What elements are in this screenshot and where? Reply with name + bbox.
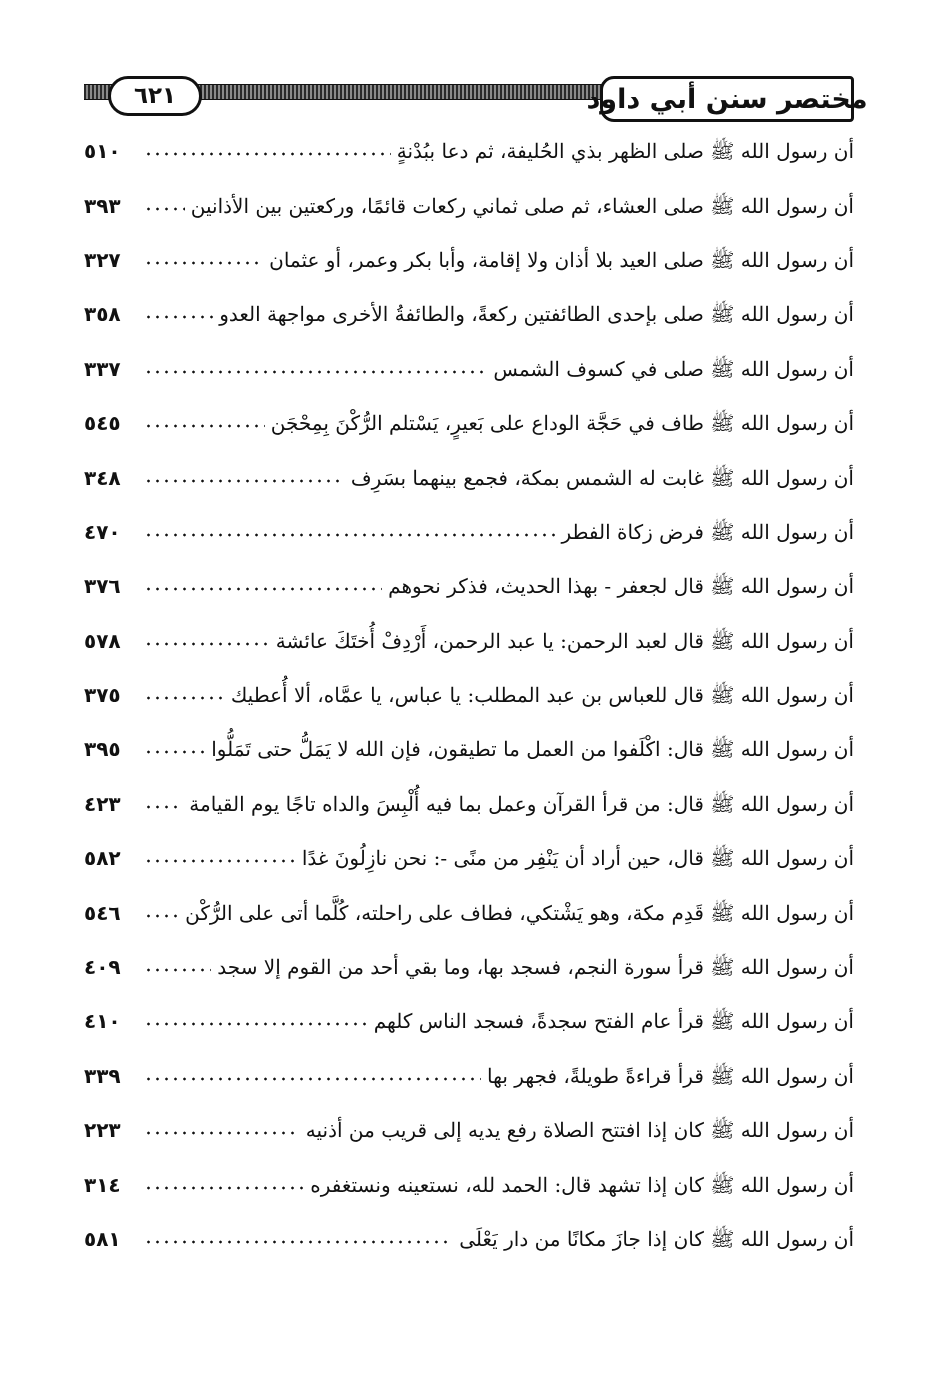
entry-page-number: ٣٧٦: [84, 574, 121, 599]
dot-leader: [144, 968, 211, 972]
dot-leader: [144, 1186, 304, 1190]
book-title-box: [586, 76, 868, 122]
entry-page-number: ٥٤٦: [84, 900, 121, 925]
dot-leader: [144, 424, 265, 428]
dot-leader: [144, 479, 345, 483]
index-entry: [84, 885, 854, 939]
entry-text: أن رسول الله ﷺ قال: اكْلَفوا من العمل ما تطيقون، فإن الله لا يَمَلُّ حتى تَمَلُّوا: [211, 737, 854, 762]
entry-page-number: ٥٧٨: [84, 628, 121, 653]
index-entry: [84, 342, 854, 396]
index-entry: [84, 1049, 854, 1103]
entry-text: أن رسول الله ﷺ قال للعباس بن عبد المطلب: يا عباس، يا عمَّاه، ألا أُعطيك: [230, 683, 854, 708]
index-entry: [84, 178, 854, 232]
entry-page-number: ٢٢٣: [84, 1118, 121, 1143]
index-entry: [84, 450, 854, 504]
entry-page-number: ٣٩٥: [84, 737, 121, 762]
entry-page-number: ٥٨١: [84, 1227, 121, 1251]
page-number: ٦٢١: [133, 83, 177, 109]
entry-page-number: ٤٠٩: [84, 955, 121, 980]
index-entry: [84, 994, 854, 1048]
index-entry: [84, 559, 854, 613]
page-header: [84, 74, 868, 122]
entry-text: أن رسول الله ﷺ كان إذا تشهد قال: الحمد لله، نستعينه ونستغفره: [310, 1172, 854, 1197]
entry-text: أن رسول الله ﷺ صلى العشاء، ثم صلى ثماني ركعات قائمًا، وركعتين بين الأذانين: [190, 193, 854, 218]
entry-text: أن رسول الله ﷺ قال: من قرأ القرآن وعمل بما فيه أُلْبِسَ والداه تاجًا يوم القيامة: [189, 791, 854, 816]
entry-text: أن رسول الله ﷺ صلى الظهر بذي الحُليفة، ثم دعا ببُدْنةٍ: [396, 139, 854, 164]
entry-text: أن رسول الله ﷺ صلى العيد بلا أذان ولا إقامة، وأبا بكر وعمر، أو عثمان: [269, 247, 854, 272]
index-entry: [84, 1212, 854, 1266]
entry-page-number: ٤١٠: [84, 1009, 121, 1034]
index-entry: [84, 722, 854, 776]
entry-page-number: ٣٧٥: [84, 683, 121, 708]
entry-text: أن رسول الله ﷺ قال لجعفر - بهذا الحديث، فذكر نحوهم: [388, 574, 854, 599]
entry-page-number: ٣١٤: [84, 1172, 121, 1197]
index-entry: [84, 831, 854, 885]
entry-text: أن رسول الله ﷺ صلى بإحدى الطائفتين ركعةً، والطائفةُ الأخرى مواجهة العدو: [219, 302, 854, 327]
dot-leader: [144, 370, 487, 374]
dot-leader: [144, 805, 183, 809]
index-entry: [84, 505, 854, 559]
dot-leader: [144, 859, 296, 863]
entry-page-number: ٥٨٢: [84, 846, 121, 871]
dot-leader: [144, 750, 205, 754]
dot-leader: [144, 914, 179, 918]
hadith-index-list: [84, 124, 854, 1266]
dot-leader: [144, 1131, 300, 1135]
dot-leader: [144, 207, 185, 211]
entry-text: أن رسول الله ﷺ قال لعبد الرحمن: يا عبد الرحمن، أَرْدِفْ أُختَكَ عائشة: [275, 628, 854, 653]
entry-text: أن رسول الله ﷺ قال، حين أراد أن يَنْفِر من منًى -: نحن نازِلُونَ غدًا: [301, 846, 854, 871]
index-entry: [84, 396, 854, 450]
dot-leader: [144, 1077, 481, 1081]
book-title: مختصر سنن أبي داود: [586, 83, 868, 115]
entry-page-number: ٥١٠: [84, 139, 121, 164]
entry-page-number: ٣٩٣: [84, 193, 121, 218]
dot-leader: [144, 642, 270, 646]
entry-text: أن رسول الله ﷺ كان إذا افتتح الصلاة رفع يديه إلى قريب من أذنيه: [305, 1118, 854, 1143]
index-entry: [84, 1103, 854, 1157]
entry-text: أن رسول الله ﷺ صلى في كسوف الشمس: [493, 356, 854, 381]
index-entry: [84, 940, 854, 994]
entry-text: أن رسول الله ﷺ قرأ قراءةً طويلةً، فجهر بها: [487, 1063, 854, 1088]
index-entry: [84, 777, 854, 831]
entry-page-number: ٣٣٧: [84, 356, 121, 381]
dot-leader: [144, 152, 391, 156]
index-entry: [84, 614, 854, 668]
entry-text: أن رسول الله ﷺ كان إذا جازَ مكانًا من دار يَعْلَى: [459, 1227, 854, 1251]
entry-page-number: ٥٤٥: [84, 411, 121, 436]
entry-page-number: ٣٢٧: [84, 247, 121, 272]
entry-page-number: ٤٢٣: [84, 791, 121, 816]
entry-page-number: ٣٣٩: [84, 1063, 121, 1088]
entry-text: أن رسول الله ﷺ قرأ عام الفتح سجدةً، فسجد الناس كلهم: [373, 1009, 854, 1034]
entry-text: أن رسول الله ﷺ غابت له الشمس بمكة، فجمع بينهما بسَرِف: [350, 465, 854, 490]
entry-text: أن رسول الله ﷺ طاف في حَجَّة الوداع على بَعيرٍ، يَسْتلم الرُّكْنَ بِمِحْجَن: [270, 411, 854, 436]
dot-leader: [144, 533, 555, 537]
index-entry: [84, 124, 854, 178]
entry-page-number: ٤٧٠: [84, 519, 121, 544]
index-entry: [84, 287, 854, 341]
index-entry: [84, 233, 854, 287]
entry-text: أن رسول الله ﷺ فرض زكاة الفطر: [561, 519, 854, 544]
dot-leader: [144, 1022, 368, 1026]
dot-leader: [144, 587, 382, 591]
index-entry: [84, 668, 854, 722]
page-number-box: [108, 76, 202, 116]
entry-text: أن رسول الله ﷺ قرأ سورة النجم، فسجد بها، وما بقي أحد من القوم إلا سجد: [217, 955, 854, 980]
dot-leader: [144, 315, 213, 319]
entry-text: أن رسول الله ﷺ قَدِم مكة، وهو يَشْتكي، فطاف على راحلته، كُلَّما أتى على الرُّكْن: [185, 900, 854, 925]
dot-leader: [144, 1240, 453, 1244]
entry-page-number: ٣٤٨: [84, 465, 121, 490]
index-entry: [84, 1157, 854, 1211]
entry-page-number: ٣٥٨: [84, 302, 121, 327]
dot-leader: [144, 261, 263, 265]
dot-leader: [144, 696, 225, 700]
